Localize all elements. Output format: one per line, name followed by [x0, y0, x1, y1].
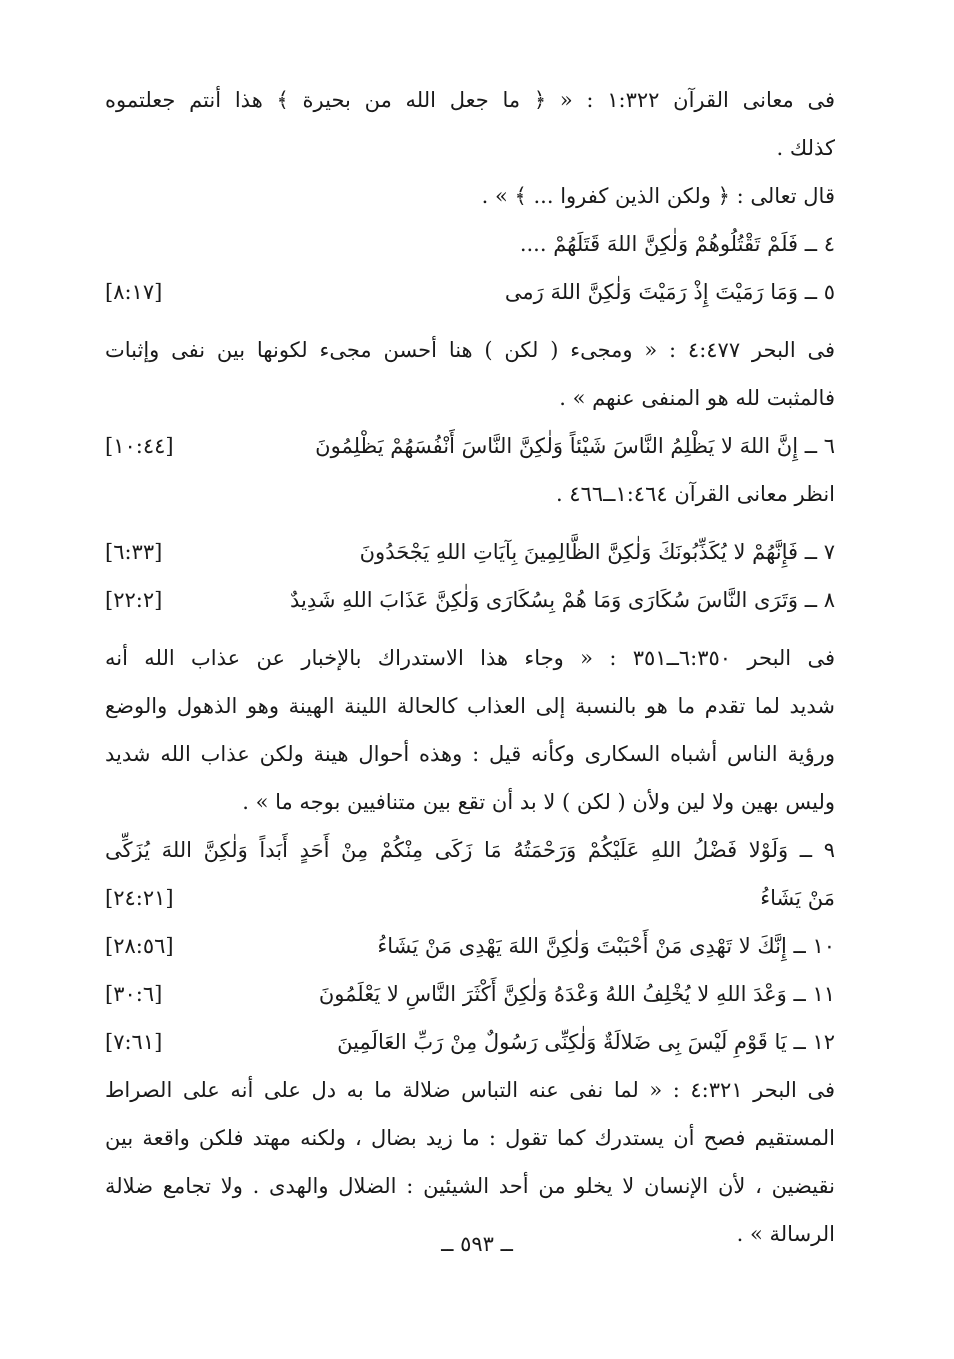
- verse-reference: [١٠:٤٤]: [105, 434, 174, 458]
- verse-line: [105, 424, 835, 472]
- verse-line: [105, 876, 835, 924]
- text-line: ورؤية الناس أشباه السكارى وكأنه قيل : وهذه أحوال هينة ولكن عذاب الله شديد: [105, 742, 835, 766]
- text-line: فى معانى القرآن ١:٣٢٢ : « ﴿ ما جعل الله من بحيرة ﴾ هذا أنتم جعلتموه: [105, 88, 835, 112]
- text-line: فى البحر ٤:٣٢١ : « لما نفى عنه التباس ضلالة ما به دل على أنه على الصراط: [105, 1078, 835, 1102]
- verse-reference: [٨:١٧]: [105, 280, 163, 304]
- verse-text: ٧ ــ فَإِنَّهُمْ لا يُكَذِّبُونَكَ وَلٰكِنَّ الظَّالِمِينَ بِآيَاتِ اللهِ يَجْحَدُونَ: [359, 540, 835, 564]
- text-line: انظر معانى القرآن ١:٤٦٤ــ٤٦٦ .: [555, 482, 835, 506]
- verse-reference: [٢٨:٥٦]: [105, 934, 174, 958]
- verse-line: [105, 530, 835, 578]
- verse-text: مَنْ يَشَاءُ: [760, 886, 835, 910]
- verse-text: ١١ ــ وَعْدَ اللهِ لا يُخْلِفُ اللهُ وَعْدَهُ وَلٰكِنَّ أَكْثَرَ النَّاسِ لا يَعْلَمُونَ: [318, 982, 835, 1006]
- text-line: الرسالة » .: [736, 1222, 835, 1246]
- verse-line: [105, 270, 835, 318]
- verse-text: ٦ ــ إِنَّ اللهَ لا يَظْلِمُ النَّاسَ شَيْئاً وَلٰكِنَّ النَّاسَ أَنْفُسَهُمْ يَظْلِمُونَ: [315, 434, 835, 458]
- verse-reference: [٣٠:٦]: [105, 982, 163, 1006]
- text-line: شديد لما تقدم ما هو بالنسبة إلى العذاب كالحالة اللينة الهينة وهو الذهول والوضع: [105, 694, 835, 718]
- text-line: فى البحر ٦:٣٥٠ــ٣٥١ : « وجاء هذا الاستدراك بالإخبار عن عذاب الله أنه: [105, 646, 836, 670]
- text-line: فى البحر ٤:٤٧٧ : « ومجىء ( لكن ) هنا أحسن مجىء لكونها بين نفى وإثبات: [105, 338, 836, 362]
- verse-line: [105, 1020, 835, 1068]
- verse-line: [105, 972, 835, 1020]
- text-line: كذلك .: [776, 136, 835, 160]
- verse-line: [105, 578, 835, 626]
- verse-line: ٩ ــ وَلَوْلا فَضْلُ اللهِ عَلَيْكُمْ وَرَحْمَتُهُ مَا زَكَى مِنْكُمْ مِنْ أَحَدٍ أَبَداً وَلٰكِنَّ اللهَ يُزَكِّى: [105, 838, 835, 862]
- text-line: فالمثبت لله هو المنفى عنهم » .: [559, 386, 835, 410]
- text-line: قال تعالى : ﴿ ولكن الذين كفروا ... ﴾ » .: [481, 184, 835, 208]
- document-body: [105, 78, 835, 1260]
- verse-reference: [٢٢:٢]: [105, 588, 163, 612]
- verse-line: ٤ ــ فَلَمْ تَقْتُلُوهُمْ وَلٰكِنَّ اللهَ قَتَلَهُمْ ....: [519, 232, 835, 256]
- text-line: المستقيم فصح أن يستدرك كما تقول : ما زيد بضال ، ولكنه مهتد فلكن واقعة بين: [105, 1126, 835, 1150]
- verse-reference: [٧:٦١]: [105, 1030, 163, 1054]
- text-line: وليس بهين ولا لين ولأن ( لكن ) لا بد أن تقع بين متنافيين بوجه ما » .: [242, 790, 835, 814]
- page-number: ــ ٥٩٣ ــ: [441, 1232, 513, 1256]
- verse-reference: [٢٤:٢١]: [105, 886, 174, 910]
- verse-line: [105, 924, 835, 972]
- verse-text: ٥ ــ وَمَا رَمَيْتَ إِذْ رَمَيْتَ وَلٰكِنَّ اللهَ رَمى: [504, 280, 835, 304]
- text-line: نقيضين ، لأن الإنسان لا يخلو من أحد الشيئين : الضلال والهدى . ولا تجامع ضلالة: [105, 1174, 835, 1198]
- verse-text: ١٢ ــ يَا قَوْمِ لَيْسَ بِى ضَلالَةٌ وَلٰكِنِّى رَسُولٌ مِنْ رَبِّ العَالَمِينَ: [337, 1030, 835, 1054]
- verse-reference: [٦:٣٣]: [105, 540, 163, 564]
- verse-text: ٨ ــ وَتَرَى النَّاسَ سُكَارَى وَمَا هُمْ بِسُكَارَى وَلٰكِنَّ عَذَابَ اللهِ شَدِيدٌ: [290, 588, 835, 612]
- verse-text: ١٠ ــ إِنَّكَ لا تَهْدِى مَنْ أَحْبَبْتَ وَلٰكِنَّ اللهَ يَهْدِى مَنْ يَشَاءُ: [377, 934, 835, 958]
